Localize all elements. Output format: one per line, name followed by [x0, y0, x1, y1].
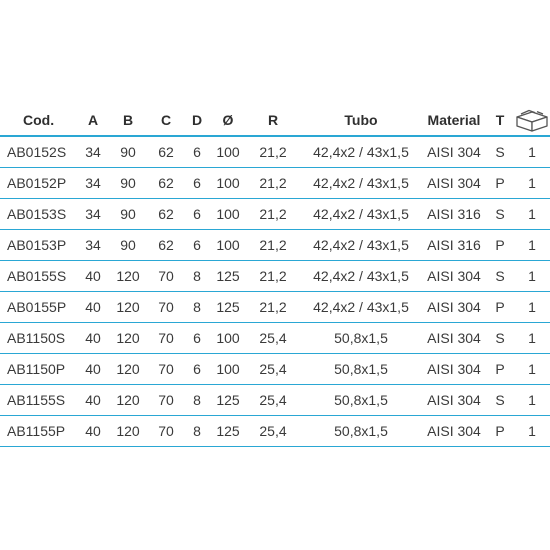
cell-b: 90	[120, 144, 136, 160]
cell-t: P	[495, 361, 505, 377]
cell-tubo: 50,8x1,5	[334, 392, 388, 408]
table-row	[0, 323, 550, 354]
cell-t: S	[495, 392, 505, 408]
cell-b: 120	[116, 392, 140, 408]
header-r: R	[267, 111, 279, 128]
table-row	[0, 168, 550, 199]
cell-r: 21,2	[259, 175, 287, 191]
cell-r: 21,2	[259, 268, 287, 284]
cell-diameter: 125	[216, 392, 240, 408]
table-body	[0, 136, 550, 447]
cell-quantity: 1	[528, 237, 536, 253]
header-t: T	[495, 111, 505, 128]
header-a: A	[87, 111, 99, 128]
header-diameter: Ø	[222, 111, 234, 128]
cell-quantity: 1	[528, 268, 536, 284]
header-row	[0, 104, 550, 136]
cell-c: 62	[158, 144, 174, 160]
cell-material: AISI 304	[427, 268, 481, 284]
cell-material: AISI 304	[427, 361, 481, 377]
cell-c: 70	[158, 299, 174, 315]
table-row	[0, 416, 550, 447]
cell-quantity: 1	[528, 144, 536, 160]
cell-d: 6	[193, 237, 201, 253]
cell-material: AISI 304	[427, 392, 481, 408]
cell-material: AISI 304	[427, 175, 481, 191]
cell-t: S	[495, 268, 505, 284]
cell-tubo: 42,4x2 / 43x1,5	[313, 144, 409, 160]
cell-d: 6	[193, 206, 201, 222]
cell-cod: AB0153S	[7, 206, 67, 222]
cell-diameter: 100	[216, 330, 240, 346]
cell-material: AISI 304	[427, 299, 481, 315]
cell-c: 70	[158, 392, 174, 408]
cell-a: 34	[85, 144, 101, 160]
cell-r: 21,2	[259, 144, 287, 160]
cell-d: 6	[193, 361, 201, 377]
cell-r: 21,2	[259, 299, 287, 315]
cell-tubo: 50,8x1,5	[334, 361, 388, 377]
cell-t: P	[495, 423, 505, 439]
cell-c: 62	[158, 206, 174, 222]
cell-quantity: 1	[528, 423, 536, 439]
cell-tubo: 50,8x1,5	[334, 330, 388, 346]
cell-a: 40	[85, 392, 101, 408]
cell-tubo: 42,4x2 / 43x1,5	[313, 299, 409, 315]
cell-b: 120	[116, 361, 140, 377]
cell-cod: AB1150P	[7, 361, 66, 377]
cell-t: S	[495, 330, 505, 346]
cell-quantity: 1	[528, 330, 536, 346]
cell-c: 70	[158, 330, 174, 346]
header-quantity	[514, 104, 550, 136]
cell-c: 70	[158, 268, 174, 284]
cell-b: 90	[120, 175, 136, 191]
cell-c: 70	[158, 423, 174, 439]
cell-tubo: 42,4x2 / 43x1,5	[313, 237, 409, 253]
cell-b: 120	[116, 268, 140, 284]
cell-b: 120	[116, 330, 140, 346]
cell-d: 8	[193, 423, 201, 439]
cell-diameter: 100	[216, 237, 240, 253]
cell-diameter: 100	[216, 175, 240, 191]
cell-cod: AB0155S	[7, 268, 67, 284]
cell-a: 40	[85, 361, 101, 377]
cell-b: 120	[116, 299, 140, 315]
cell-d: 8	[193, 392, 201, 408]
cell-tubo: 42,4x2 / 43x1,5	[313, 175, 409, 191]
table-row	[0, 199, 550, 230]
cell-t: P	[495, 237, 505, 253]
cell-r: 25,4	[259, 392, 287, 408]
cell-quantity: 1	[528, 392, 536, 408]
cell-a: 34	[85, 237, 101, 253]
cell-tubo: 42,4x2 / 43x1,5	[313, 206, 409, 222]
cell-quantity: 1	[528, 206, 536, 222]
cell-a: 40	[85, 330, 101, 346]
cell-diameter: 125	[216, 268, 240, 284]
cell-r: 21,2	[259, 237, 287, 253]
cell-r: 25,4	[259, 361, 287, 377]
cell-c: 70	[158, 361, 174, 377]
cell-d: 6	[193, 144, 201, 160]
header-material: Material	[427, 111, 481, 128]
table-row	[0, 354, 550, 385]
cell-diameter: 100	[216, 144, 240, 160]
header-d: D	[191, 111, 203, 128]
cell-t: S	[495, 206, 505, 222]
header-c: C	[160, 111, 172, 128]
cell-cod: AB0152S	[7, 144, 67, 160]
spec-table	[0, 104, 550, 447]
cell-tubo: 42,4x2 / 43x1,5	[313, 268, 409, 284]
cell-diameter: 100	[216, 206, 240, 222]
cell-d: 6	[193, 330, 201, 346]
cell-d: 8	[193, 268, 201, 284]
cell-a: 40	[85, 299, 101, 315]
cell-r: 21,2	[259, 206, 287, 222]
table-row	[0, 292, 550, 323]
cell-cod: AB0152P	[7, 175, 67, 191]
table-row	[0, 261, 550, 292]
cell-r: 25,4	[259, 423, 287, 439]
cell-r: 25,4	[259, 330, 287, 346]
cell-t: S	[495, 144, 505, 160]
header-tubo: Tubo	[344, 111, 378, 128]
cell-material: AISI 316	[427, 206, 481, 222]
cell-material: AISI 304	[427, 144, 481, 160]
cell-cod: AB1155P	[7, 423, 66, 439]
cell-a: 40	[85, 268, 101, 284]
cell-a: 40	[85, 423, 101, 439]
cell-material: AISI 304	[427, 330, 481, 346]
cell-cod: AB0155P	[7, 299, 67, 315]
cell-tubo: 50,8x1,5	[334, 423, 388, 439]
cell-material: AISI 316	[427, 237, 481, 253]
cell-a: 34	[85, 206, 101, 222]
cell-c: 62	[158, 237, 174, 253]
cell-diameter: 100	[216, 361, 240, 377]
table-row	[0, 385, 550, 416]
cell-a: 34	[85, 175, 101, 191]
cell-b: 120	[116, 423, 140, 439]
cell-d: 8	[193, 299, 201, 315]
cell-diameter: 125	[216, 299, 240, 315]
box-icon	[515, 108, 549, 132]
cell-diameter: 125	[216, 423, 240, 439]
header-cod: Cod.	[23, 111, 55, 128]
cell-quantity: 1	[528, 175, 536, 191]
cell-quantity: 1	[528, 299, 536, 315]
cell-c: 62	[158, 175, 174, 191]
cell-material: AISI 304	[427, 423, 481, 439]
cell-t: P	[495, 299, 505, 315]
cell-t: P	[495, 175, 505, 191]
cell-d: 6	[193, 175, 201, 191]
table-row	[0, 230, 550, 261]
table-row	[0, 136, 550, 168]
cell-cod: AB1150S	[7, 330, 66, 346]
cell-b: 90	[120, 237, 136, 253]
cell-quantity: 1	[528, 361, 536, 377]
cell-cod: AB1155S	[7, 392, 66, 408]
header-b: B	[122, 111, 134, 128]
cell-b: 90	[120, 206, 136, 222]
cell-cod: AB0153P	[7, 237, 67, 253]
